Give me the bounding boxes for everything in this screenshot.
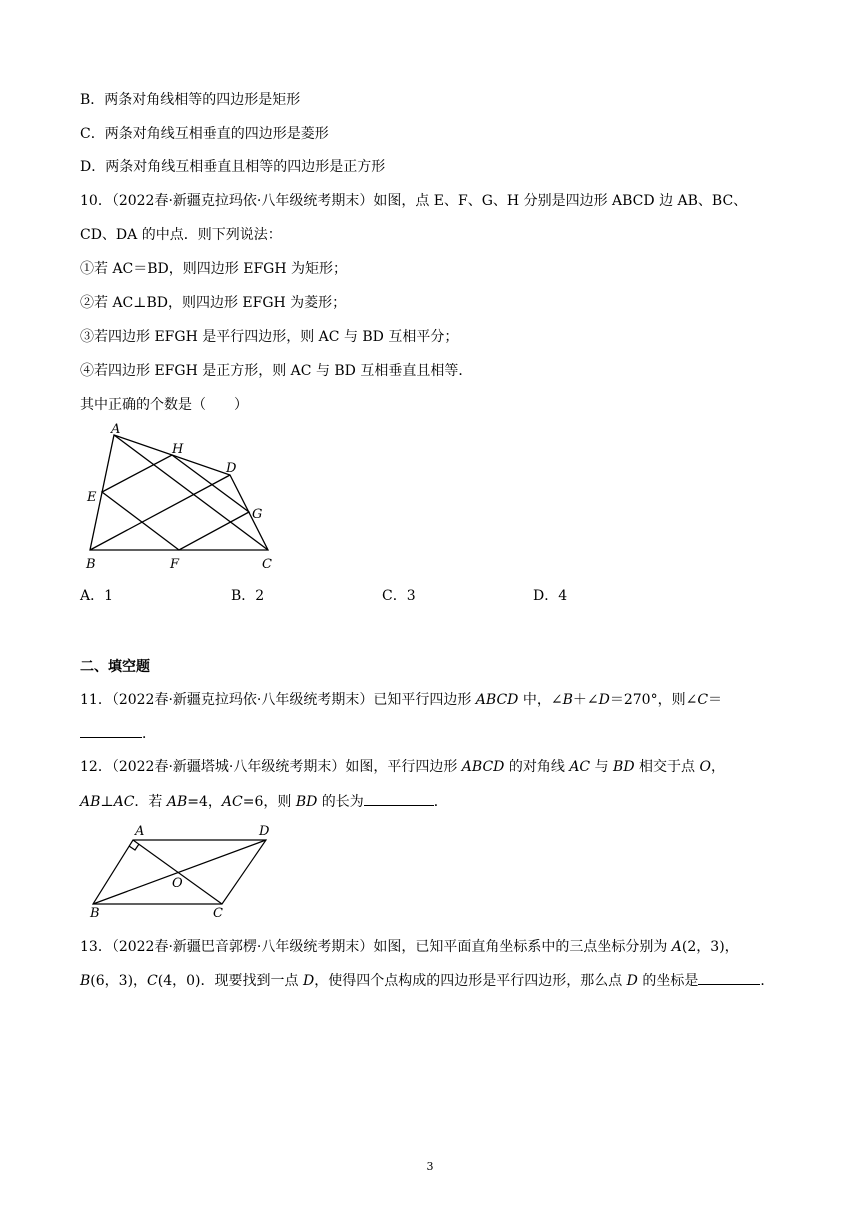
q9-option-c: C．两条对角线互相垂直的四边形是菱形 [80,126,329,142]
q12-line-1: 12．（2022春·新疆塔城·八年级统考期末）如图，平行四边形 ABCD 的对角线 AC 与 BD 相交于点 O， [80,759,725,775]
label-a: A [135,824,145,839]
diagonal-ac [114,435,268,550]
label-c: C [213,906,223,921]
label-e: E [87,490,97,505]
answer-blank [698,970,760,985]
q10-statement-3: ③若四边形 EFGH 是平行四边形，则 AC 与 BD 互相平分； [80,329,459,345]
q10-option-a: A．1 [80,588,114,604]
q10-statement-1: ①若 AC＝BD，则四边形 EFGH 为矩形； [80,261,348,277]
label-h: H [172,442,184,457]
q10-statement-2: ②若 AC⊥BD，则四边形 EFGH 为菱形； [80,295,347,311]
q12-line-2: AB⊥AC．若 AB=4，AC=6，则 BD 的长为 ． [80,791,448,812]
q11-line-2: ． [80,723,156,744]
label-f: F [170,557,180,572]
label-b: B [86,557,96,572]
label-d: D [259,824,270,839]
q9-option-d: D．两条对角线互相垂直且相等的四边形是正方形 [80,159,386,175]
q10-option-c: C．3 [382,588,416,604]
q12-figure [86,822,282,922]
label-c: C [262,557,272,572]
diagonal-ac [133,840,222,904]
q13-line-1: 13．（2022春·新疆巴音郭楞·八年级统考期末）如图，已知平面直角坐标系中的三点坐标分别为 A(2，3)， [80,939,739,955]
diagonal-bd [93,840,266,904]
page-number: 3 [426,1160,434,1173]
q10-statement-4: ④若四边形 EFGH 是正方形，则 AC 与 BD 互相垂直且相等． [80,363,473,379]
label-g: G [252,507,263,522]
q10-line-2: CD、DA 的中点．则下列说法： [80,227,282,243]
answer-blank [80,723,142,738]
q10-question: 其中正确的个数是（ ） [80,397,248,413]
q10-line-1: 10．（2022春·新疆克拉玛依·八年级统考期末）如图，点 E、F、G、H 分别是四边形 ABCD 边 AB、BC、 [80,193,748,209]
q10-figure [78,420,288,575]
answer-blank [364,791,434,806]
label-b: B [90,906,100,921]
q10-option-d: D．4 [533,588,568,604]
label-d: D [226,461,237,476]
q11-line-1: 11．（2022春·新疆克拉玛依·八年级统考期末）已知平行四边形 ABCD 中，∠B＋∠D＝270°，则∠C＝ [80,692,723,708]
q13-line-2: B(6，3)，C(4，0)．现要找到一点 D，使得四个点构成的四边形是平行四边形，那么点 D 的坐标是 ． [80,970,774,991]
q9-option-b: B．两条对角线相等的四边形是矩形 [80,92,301,108]
q10-option-b: B．2 [231,588,265,604]
label-o: O [172,876,183,891]
diagonal-bd [90,475,230,550]
label-a: A [111,422,121,437]
section-heading: 二、填空题 [80,659,150,675]
